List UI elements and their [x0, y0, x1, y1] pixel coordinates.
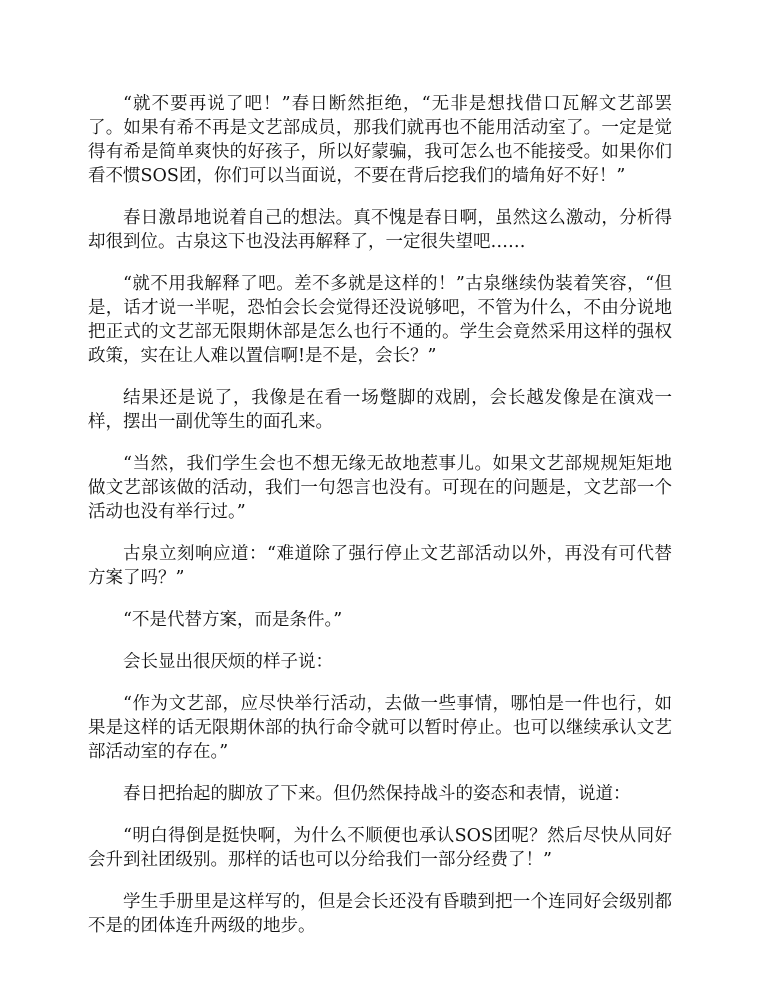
paragraph-9: “作为文艺部，应尽快举行活动，去做一些事情，哪怕是一件也行，如果是这样的话无限期休部的执行命令就可以暂时停止。也可以继续承认文艺部活动室的存在。”: [88, 694, 672, 762]
paragraph-8: 会长显出很厌烦的样子说：: [123, 652, 333, 672]
paragraph-11: “明白得倒是挺快啊，为什么不顺便也承认SOS团呢？然后尽快从同好会升到社团级别。那样的话也可以分给我们一部分经费了！”: [88, 826, 672, 870]
paragraph-7: “不是代替方案，而是条件。”: [123, 610, 343, 630]
paragraph-6: 古泉立刻响应道：“难道除了强行停止文艺部活动以外，再没有可代替方案了吗？”: [88, 544, 672, 588]
paragraph-2: 春日激昂地说着自己的想法。真不愧是春日啊，虽然这么激动，分析得却很到位。古泉这下也没法再解释了，一定很失望吧……: [88, 208, 672, 252]
paragraph-12: 学生手册里是这样写的，但是会长还没有昏聩到把一个连同好会级别都不是的团体连升两级的地步。: [88, 892, 672, 936]
paragraph-10: 春日把抬起的脚放了下来。但仍然保持战斗的姿态和表情，说道：: [123, 784, 631, 804]
paragraph-4: 结果还是说了，我像是在看一场蹩脚的戏剧，会长越发像是在演戏一样，摆出一副优等生的面孔来。: [88, 388, 672, 432]
paragraph-5: “当然，我们学生会也不想无缘无故地惹事儿。如果文艺部规规矩矩地做文艺部该做的活动，我们一句怨言也没有。可现在的问题是，文艺部一个活动也没有举行过。”: [88, 454, 672, 522]
document-page: [88, 92, 672, 956]
paragraph-1: “就不要再说了吧！”春日断然拒绝，“无非是想找借口瓦解文艺部罢了。如果有希不再是文艺部成员，那我们就再也不能用活动室了。一定是觉得有希是简单爽快的好孩子，所以好蒙骗，我可怎么也不能接受。如果你们看不惯SOS团，你们可以当面说，不要在背后挖我们的墙角好不好！”: [88, 94, 672, 186]
paragraph-3: “就不用我解释了吧。差不多就是这样的！”古泉继续伪装着笑容，“但是，话才说一半呢，恐怕会长会觉得还没说够吧，不管为什么，不由分说地把正式的文艺部无限期休部是怎么也行不通的。学生会竟然采用这样的强权政策，实在让人难以置信啊!是不是，会长？”: [88, 274, 672, 366]
